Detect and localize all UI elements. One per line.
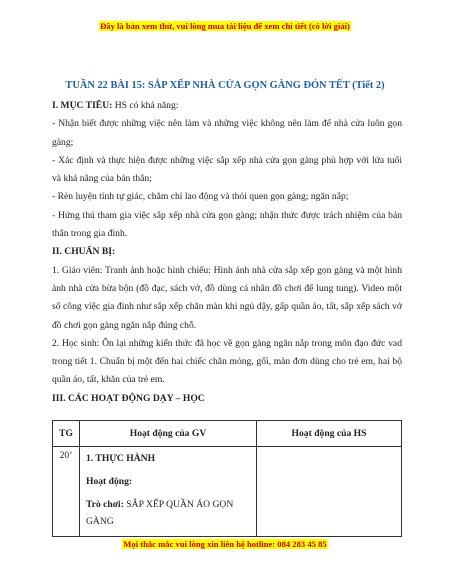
preview-notice-text: Đây là bản xem thử, vui lòng mua tài liệu để xem chi tiết (có lời giải) bbox=[100, 21, 350, 31]
activities-table bbox=[52, 420, 402, 537]
activity-label: Hoạt động: bbox=[86, 476, 133, 487]
hotline-text: Mọi thắc mắc vui lòng xin liên hệ hotline: 084 283 45 85 bbox=[123, 539, 327, 549]
preparation-item: 1. Giáo viên: Tranh ảnh hoặc hình chiếu: Hình ảnh nhà cửa sắp xếp gọn gàng và một hình ảnh nhà cửa bừa bộn (đồ đạc, sách vở, đồ dùng cá nhân đồ chơi để lung tung). Video một số công việc gia đình như sắp xếp chăn màn khi ngủ dậy, gấp quần áo, tất, sắp xếp sách vở đồ chơi gọn gàng ngăn nắp đúng chỗ. bbox=[52, 264, 402, 331]
lesson-title: TUẦN 22 BÀI 15: SẮP XẾP NHÀ CỬA GỌN GÀNG ĐÓN TẾT (Tiết 2) bbox=[65, 80, 385, 91]
game-line bbox=[86, 496, 250, 530]
objective-item: - Hứng thú tham gia việc sắp xếp nhà cửa gọn gàng; nhận thức được trách nhiệm của bản thân trong gia đình. bbox=[52, 209, 402, 240]
hotline-banner bbox=[0, 539, 450, 549]
preview-notice-banner bbox=[0, 21, 450, 31]
practice-title: 1. THỰC HÀNH bbox=[86, 453, 156, 464]
activities-heading: III. CÁC HOẠT ĐỘNG DẠY – HỌC bbox=[52, 392, 205, 404]
objective-item: - Rèn luyện tính tự giác, chăm chỉ lao động và thói quen gọn gàng; ngăn nắp; bbox=[52, 191, 349, 203]
header-teacher-activity: Hoạt động của GV bbox=[80, 421, 257, 447]
header-time: TG bbox=[53, 421, 80, 447]
preparation-heading: II. CHUẨN BỊ: bbox=[52, 246, 116, 258]
objective-item: - Nhận biết được những việc nên làm và những việc không nên làm để nhà cửa luôn gọn gàng; bbox=[52, 118, 402, 148]
table-header-row bbox=[53, 421, 402, 447]
header-student-activity: Hoạt động của HS bbox=[257, 421, 402, 447]
objectives-heading: I. MỤC TIÊU: bbox=[52, 100, 113, 111]
game-text: SẮP XẾP QUẦN ÁO GỌN GÀNG bbox=[86, 499, 234, 527]
table-row bbox=[53, 447, 402, 537]
objectives-intro bbox=[52, 97, 402, 115]
preparation-item: 2. Học sinh: Ôn lại những kiến thức đã học về gọn gàng ngăn nắp trong môn đạo đức vad trong tiết 1. Chuẩn bị một đến hai chiếc chăn mỏng, gối, màn đơn dùng cho trẻ em, hai bộ quần áo, tất, khăn của trẻ em. bbox=[52, 337, 402, 386]
objectives-intro-text: HS có khả năng: bbox=[112, 100, 179, 111]
objective-item: - Xác định và thực hiện được những việc sắp xếp nhà cửa gọn gàng phù hợp với lứa tuổi và khả năng của bản thân; bbox=[52, 154, 402, 185]
lesson-body bbox=[52, 97, 402, 408]
time-cell: 20’ bbox=[53, 447, 80, 537]
teacher-activity-cell bbox=[80, 447, 257, 537]
game-label: Trò chơi: bbox=[86, 499, 124, 510]
student-activity-cell bbox=[257, 447, 402, 537]
